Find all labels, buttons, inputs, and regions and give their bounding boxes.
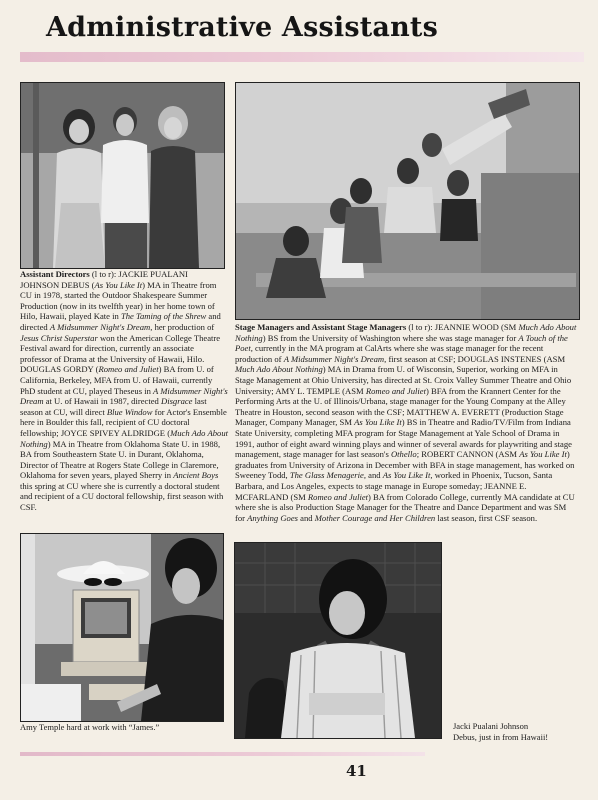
caption-text: for Actor's Ensemble here in Boulder this fall, recipient of CU doctoral fellowship; JOYCE SPIVEY ALDRIDGE ( xyxy=(20,406,227,438)
play-title: A Midsummer Night's Dream xyxy=(20,385,228,407)
caption-text: (l to r): JEANNIE WOOD (SM xyxy=(406,322,519,332)
play-title: A Midsummer Night's Dream xyxy=(283,353,385,364)
caption-text: at U. of Hawaii in 1987, directed xyxy=(43,396,161,407)
play-title: The Glass Menagerie xyxy=(289,470,364,481)
play-title: Much Ado About Nothing xyxy=(235,322,577,343)
play-title: Much Ado About Nothing xyxy=(20,427,229,449)
caption-text: ) MA in Theatre from Oklahoma State U. in 1988, BA from Southeastern State U. in Durant, Oklahoma, Director of Theatre at Rogers State College in Claremore, Oklahoma for seven years, played Sherry in xyxy=(20,438,221,481)
play-title: Romeo and Juliet xyxy=(98,364,159,375)
jacki-caption-line2: Debus, just in from Hawaii! xyxy=(453,731,549,742)
stage-managers-caption xyxy=(235,322,578,523)
caption-text: , worked in Phoenix, Tucson, Santa Barbara, and Los Angeles, expects to stage manage in Europe someday; JEANNE E. MCFARLAND (SM xyxy=(235,470,553,502)
caption-text: ) BS from the University of Washington where she was stage manager for xyxy=(262,332,519,343)
jacki-debus-photo xyxy=(234,542,442,739)
caption-text: , currently in the MA program at CalArts where she was stage manager for the recent production of xyxy=(235,343,544,364)
caption-text: this spring at CU where she is currently a doctoral student and recipient of a CU doctoral fellowship, first season with CSF. xyxy=(20,480,224,513)
jacki-debus-caption xyxy=(453,721,548,742)
caption-text: ) BA from U. of California, Berkeley, MFA from U. of Hawaii, currently PhD student at CU, played Theseus in xyxy=(20,364,214,396)
caption-text: ) BS in Theatre and Radio/TV/Film from Indiana State University, completing MFA program for Stage Management at Yale School of Drama in 1991, author of eight award winning plays and winner of several awards for playwriting and stage management, stage manager for last season's xyxy=(235,417,572,460)
jacki-caption-line1: Jacki Pualani Johnson xyxy=(453,721,529,731)
amy-temple-caption: Amy Temple hard at work with “James.” xyxy=(20,722,160,732)
assistant-directors-caption xyxy=(20,269,228,513)
page-number: 41 xyxy=(346,762,367,780)
caption-text: last season at CU, will direct xyxy=(20,396,207,417)
play-title: Disgrace xyxy=(160,396,193,407)
play-title: As You Like It xyxy=(382,470,431,481)
caption-text: , her production of xyxy=(150,321,215,332)
play-title: A Midsummer Night's Dream xyxy=(49,321,151,332)
play-title: Mother Courage and Her Children xyxy=(314,512,436,523)
play-title: Anything Goes xyxy=(247,512,299,523)
play-title: Othello xyxy=(390,449,417,460)
stage-managers-heading: Stage Managers and Assistant Stage Managers xyxy=(235,322,407,332)
play-title: Romeo and Juliet xyxy=(365,385,426,396)
amy-temple-photo xyxy=(20,533,224,722)
title-rule xyxy=(20,52,584,62)
caption-text: (l to r): JACKIE PUALANI JOHNSON DEBUS ( xyxy=(20,269,188,290)
play-title: Much Ado About Nothing xyxy=(235,364,323,375)
caption-text: ) BFA from the Krannert Center for the Performing Arts at the U. of Illinois/Urbana, stage manager for the Young Company at the Alley Theatre in Houston, second season with the CSF; MATTHEW A. EVERETT (Production Stage Manager, Company Manager, SM xyxy=(235,385,566,428)
caption-text: and xyxy=(298,512,315,523)
caption-text: ; ROBERT CANNON (ASM xyxy=(416,449,520,460)
caption-text: ) MA in Drama from U. of Wisconsin, Superior, working on MFA in Stage Management at Ohio University, has directed at St. Croix Valley Summer Theatre and Ohio University; AMY L. TEMPLE (ASM xyxy=(235,364,572,396)
assistant-directors-photo xyxy=(20,82,225,269)
play-title: As You Like It xyxy=(94,279,143,290)
assistant-directors-heading: Assistant Directors xyxy=(20,269,90,279)
footer-rule xyxy=(20,752,425,756)
play-title: Romeo and Juliet xyxy=(307,491,369,502)
stage-managers-photo xyxy=(235,82,580,320)
play-title: As You Like It xyxy=(519,449,567,460)
play-title: Blue Window xyxy=(106,406,153,417)
page-title: Administrative Assistants xyxy=(46,12,439,43)
caption-text: won the American College Theatre Festival award for direction, currently an associate professor of Drama at the University of Hawaii, Hilo. DOUGLAS GORDY ( xyxy=(20,332,221,375)
caption-text: , and xyxy=(363,470,383,481)
caption-text: , first season at CSF; DOUGLAS INSTENES (ASM xyxy=(384,353,566,364)
play-title: The Taming of the Shrew xyxy=(120,311,207,322)
play-title: Jesus Christ Superstar xyxy=(20,332,98,343)
caption-text: last season, first CSF season. xyxy=(435,512,538,523)
play-title: As You Like It xyxy=(354,417,402,428)
play-title: A Touch of the Poet xyxy=(235,332,568,354)
caption-text: ) graduates from University of Arizona in December with BFA in stage management, has worked on Sweeney Todd, xyxy=(235,449,575,481)
caption-text: ) BA from Colorado College, currently MA candidate at CU where she is also Production Stage Manager for the Theatre and Dance Department and was SM for xyxy=(235,491,575,523)
caption-text: ) MA in Theatre from CU in 1978, started the Outdoor Shakespeare Summer Production (now in its twelfth year) in her home town of Hilo, Hawaii, played Kate in xyxy=(20,279,217,322)
play-title: Ancient Boys xyxy=(173,470,219,481)
caption-text: and directed xyxy=(20,311,221,332)
